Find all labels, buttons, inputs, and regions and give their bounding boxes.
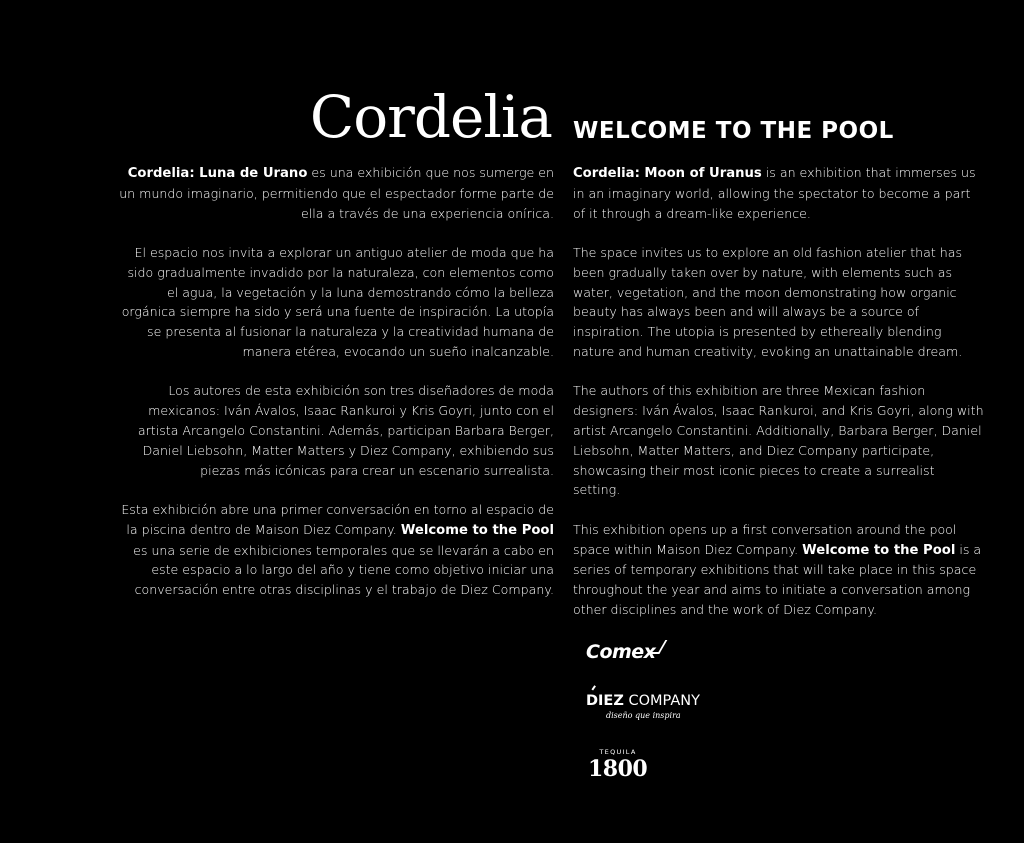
spanish-p4-bold: Welcome to the Pool <box>400 522 554 538</box>
spanish-column <box>118 163 554 620</box>
english-p4-bold: Welcome to the Pool <box>802 542 956 558</box>
diez-company-name <box>586 692 700 710</box>
english-exhibition-name: Cordelia: Moon of Uranus <box>573 166 762 181</box>
tequila-label: TEQUILA <box>599 748 637 756</box>
page-subtitle: WELCOME TO THE POOL <box>573 118 894 144</box>
diez-logo-bold: DIEZ <box>586 693 624 709</box>
spanish-paragraph-1 <box>118 163 554 223</box>
english-paragraph-1 <box>573 163 985 223</box>
english-paragraph-3: The authors of this exhibition are three Mexican fashion designers: Iván Ávalos, Isaac Rankuroi, and Kris Goyri, along with artist Arcangelo Constantini. Additionally, Barbara Berger, Daniel Liebsohn, Matter Matters, and Diez Company participate, showcasing their most iconic pieces to create a surrealist setting. <box>573 383 984 498</box>
diez-company-tagline: diseño que inspira <box>606 711 681 720</box>
tequila-name: 1800 <box>588 756 648 782</box>
english-column <box>573 163 985 639</box>
spanish-p4-before: Esta exhibición abre una primer conversación en torno al espacio de la piscina dentro de Maison Diez Company. <box>121 501 554 537</box>
spanish-paragraph-3: Los autores de esta exhibición son tres diseñadores de moda mexicanos: Iván Ávalos, Isaac Rankuroi y Kris Goyri, junto con el artista Arcangelo Constantini. Además, participan Barbara Berger, Daniel Liebsohn, Matter Matters y Diez Company, exhibiendo sus piezas más icónicas para crear un escenario surrealista. <box>137 383 554 478</box>
spanish-paragraph-2: El espacio nos invita a explorar un antiguo atelier de moda que ha sido gradualmente invadido por la naturaleza, con elementos como el agua, la vegetación y la luna demostrando cómo la belleza orgánica siempre ha sido y será una fuente de inspiración. La utopía se presenta al fusionar la naturaleza y la creatividad humana de manera etérea, evocando un sueño inalcanzable. <box>121 244 554 359</box>
diez-company-logo <box>586 692 700 720</box>
diez-logo-rest: COMPANY <box>623 693 700 709</box>
comex-logo <box>586 640 661 664</box>
english-paragraph-4 <box>573 520 985 620</box>
page-title: Cordelia <box>309 83 552 151</box>
comex-logo-text: Comex <box>586 641 656 663</box>
english-p1-text: is an exhibition that immerses us in an imaginary world, allowing the spectator to become a part of it through a dream-like experience. <box>573 165 976 221</box>
tequila-1800-logo <box>588 748 648 781</box>
spanish-paragraph-4 <box>118 500 554 600</box>
english-p4-before: This exhibition opens up a first conversation around the pool space within Maison Diez Company. <box>573 521 957 557</box>
spanish-p4-after: es una serie de exhibiciones temporales que se llevarán a cabo en este espacio a lo largo del año y tiene como objetivo iniciar una conversación entre otras disciplinas y el trabajo de Diez Company. <box>133 542 554 598</box>
english-p4-after: is a series of temporary exhibitions that will take place in this space throughout the year and aims to initiate a conversation among other disciplines and the work of Diez Company. <box>573 541 982 617</box>
english-paragraph-2: The space invites us to explore an old fashion atelier that has been gradually taken over by nature, with elements such as water, vegetation, and the moon demonstrating how organic beauty has always been and will always be a source of inspiration. The utopia is presented by ethereally blending nature and human creativity, evoking an unattainable dream. <box>573 244 963 359</box>
spanish-exhibition-name: Cordelia: Luna de Urano <box>127 166 308 181</box>
spanish-p1-text: es una exhibición que nos sumerge en un mundo imaginario, permitiendo que el espectador forme parte de ella a través de una experiencia onírica. <box>119 165 554 221</box>
